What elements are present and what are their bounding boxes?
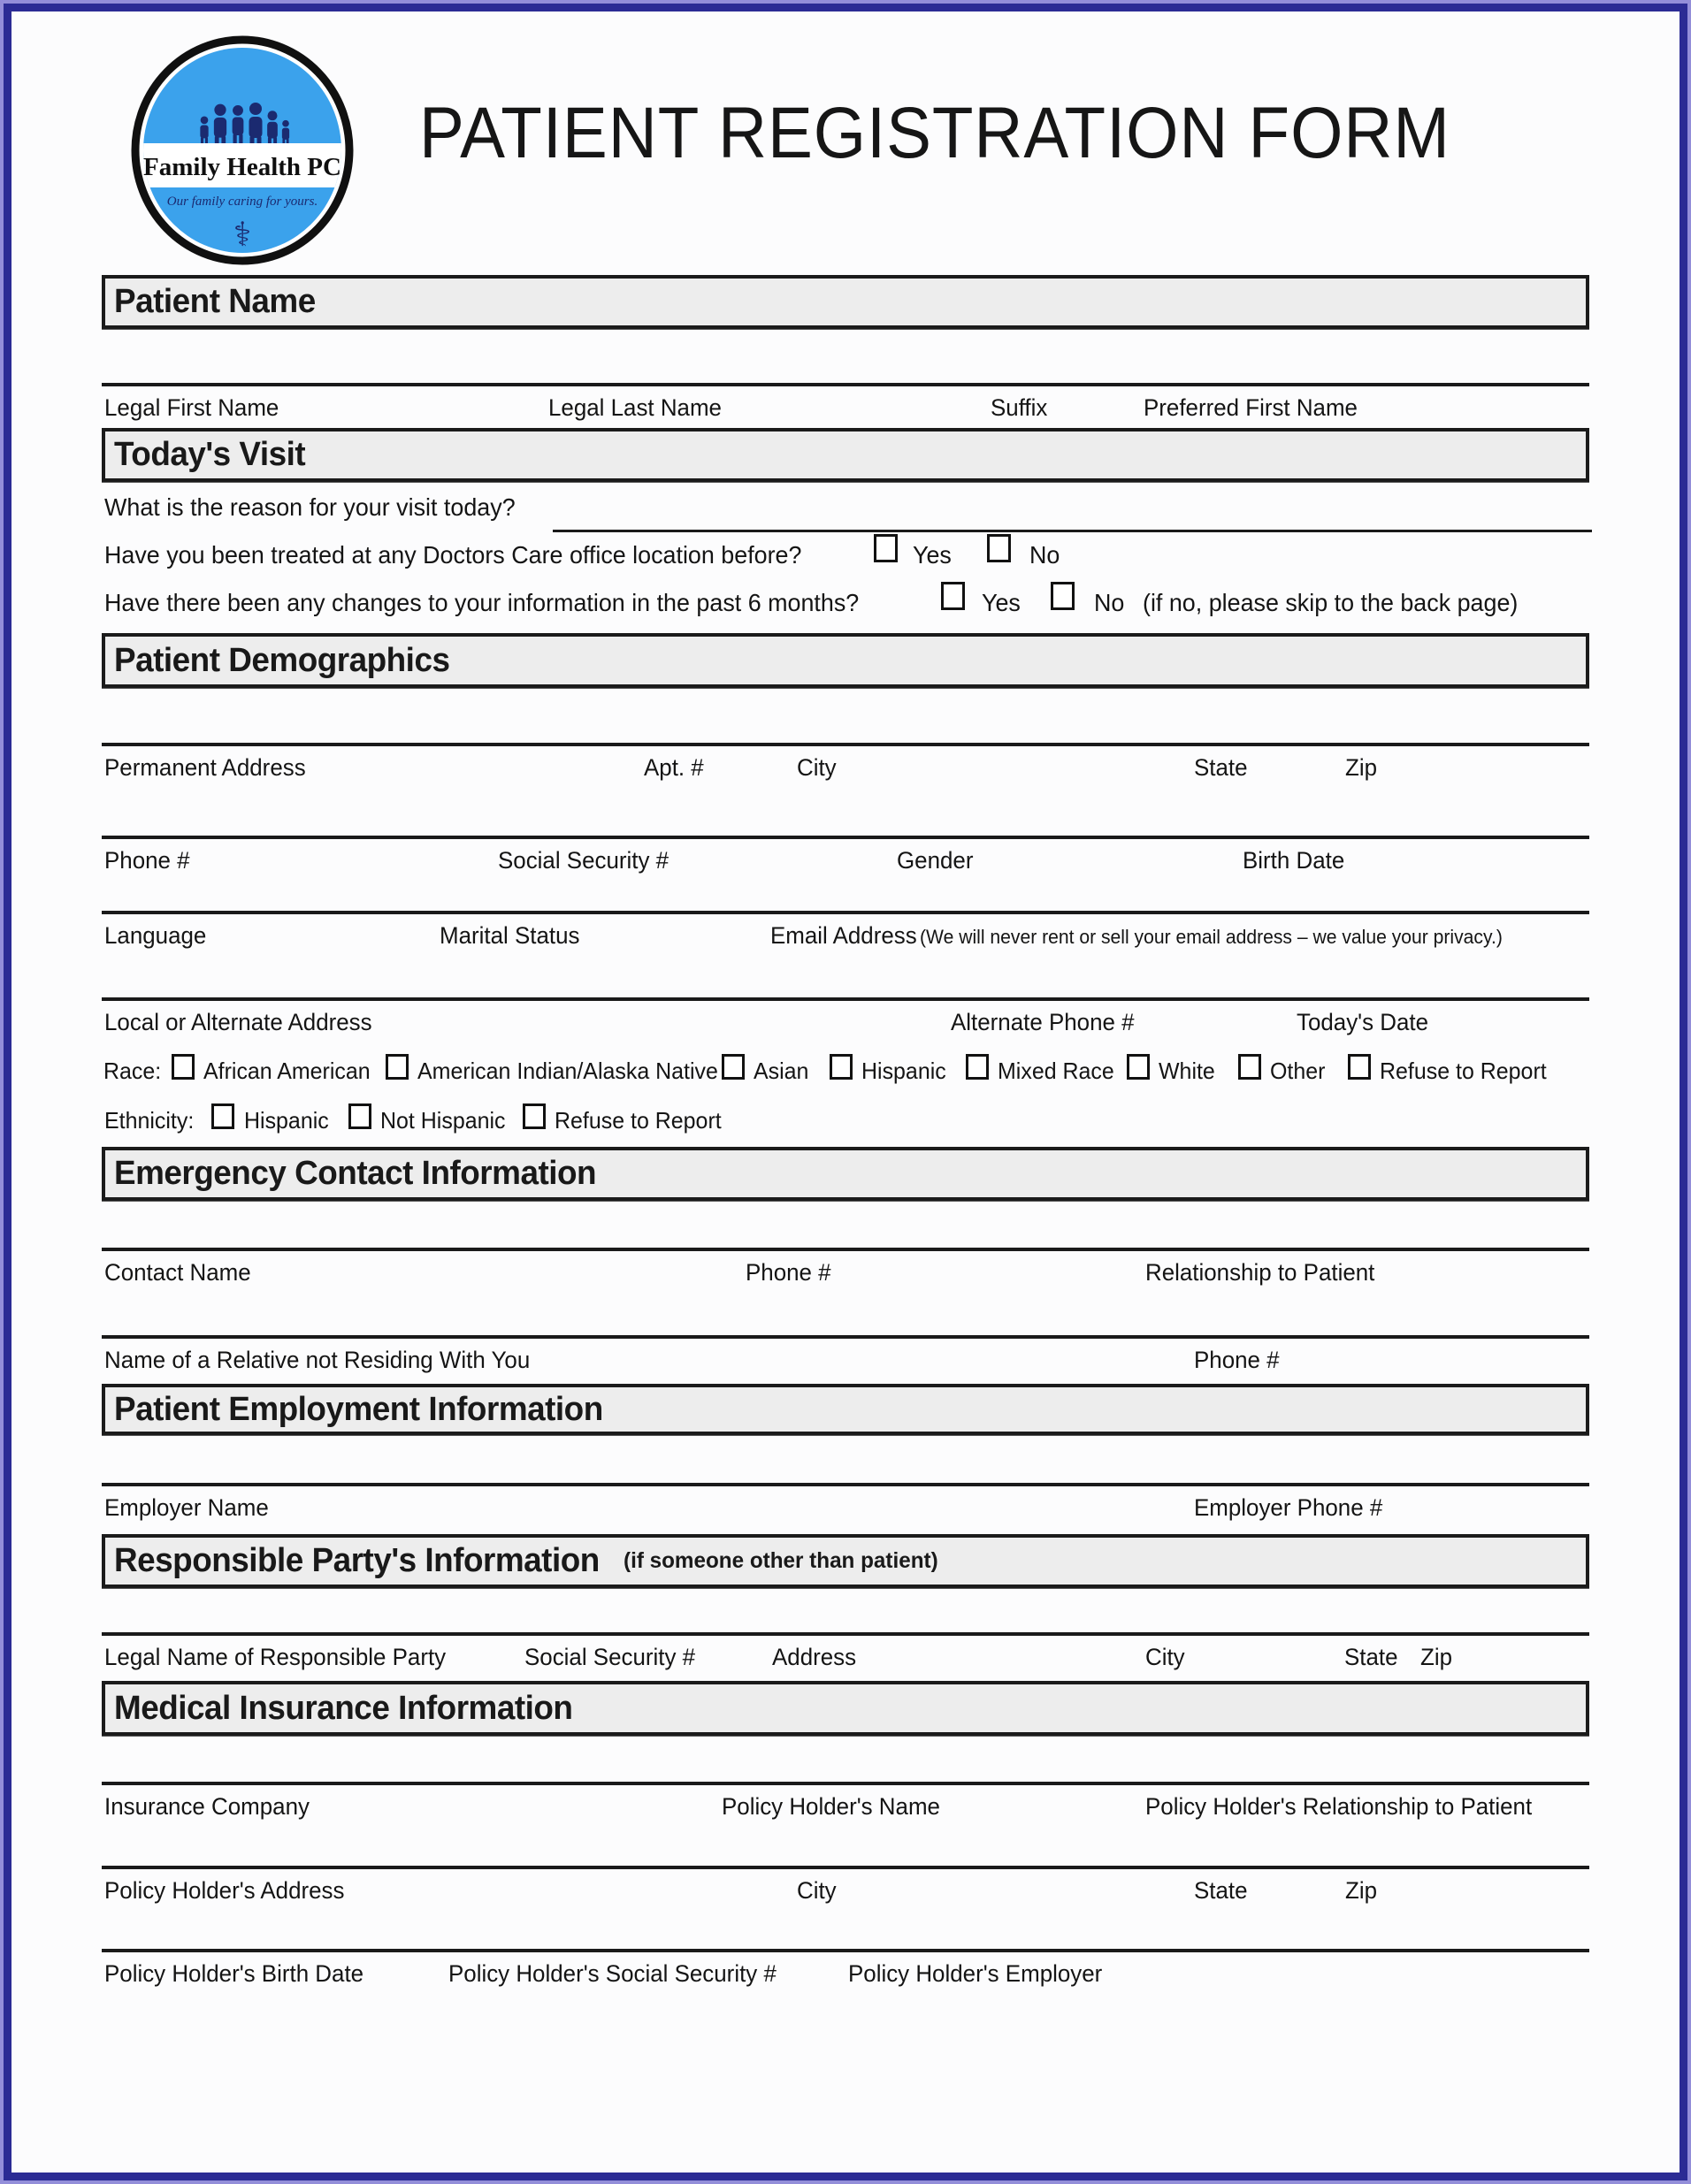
employer-name-label: Employer Name — [104, 1494, 269, 1521]
section-title-note: (if someone other than patient) — [623, 1548, 938, 1573]
race-hispanic-checkbox[interactable] — [830, 1054, 853, 1080]
race-other-label: Other — [1270, 1058, 1326, 1084]
alternate-address-row — [102, 997, 1589, 1045]
relative-name-label: Name of a Relative not Residing With You — [104, 1347, 531, 1373]
zip-label: Zip — [1345, 754, 1378, 781]
policy-holder-address-row — [102, 1866, 1589, 1913]
race-refuse-label: Refuse to Report — [1380, 1058, 1547, 1084]
ethnicity-refuse-label: Refuse to Report — [555, 1107, 722, 1134]
policy-holder-zip-label: Zip — [1345, 1877, 1378, 1904]
permanent-address-row — [102, 743, 1589, 790]
policy-holder-birth-row — [102, 1949, 1589, 1997]
email-privacy-note: (We will never rent or sell your email address – we value your privacy.) — [920, 926, 1503, 948]
race-refuse-checkbox[interactable] — [1348, 1054, 1371, 1080]
race-mixed-race-checkbox[interactable] — [966, 1054, 989, 1080]
race-asian-label: Asian — [754, 1058, 809, 1084]
emergency-contact-row — [102, 1248, 1589, 1295]
employer-phone-label: Employer Phone # — [1194, 1494, 1383, 1521]
legal-last-name-label: Legal Last Name — [548, 394, 722, 421]
treated-before-question: Have you been treated at any Doctors Care office location before? — [104, 541, 802, 569]
race-mixed-race-label: Mixed Race — [998, 1058, 1114, 1084]
treated-yes-checkbox[interactable] — [874, 534, 898, 562]
employer-row — [102, 1483, 1589, 1531]
section-bar-emergency-contact — [102, 1147, 1589, 1201]
responsible-party-row — [102, 1632, 1589, 1680]
section-title: Patient Demographics — [114, 641, 450, 679]
ethnicity-label: Ethnicity: — [104, 1107, 195, 1134]
section-title: Patient Employment Information — [114, 1390, 603, 1428]
state-label: State — [1194, 754, 1248, 781]
visit-reason-question: What is the reason for your visit today? — [104, 493, 516, 521]
policy-holder-address-label: Policy Holder's Address — [104, 1877, 345, 1904]
clinic-logo — [131, 35, 354, 265]
email-address-label: Email Address — [770, 922, 917, 949]
ethnicity-hispanic-checkbox[interactable] — [211, 1103, 234, 1129]
insurance-company-label: Insurance Company — [104, 1793, 310, 1820]
policy-holder-birth-date-label: Policy Holder's Birth Date — [104, 1960, 364, 1987]
race-other-checkbox[interactable] — [1238, 1054, 1261, 1080]
apt-number-label: Apt. # — [644, 754, 704, 781]
relative-row — [102, 1335, 1589, 1383]
section-bar-medical-insurance — [102, 1681, 1589, 1736]
logo-name-text: Family Health PC — [143, 153, 341, 181]
race-asian-checkbox[interactable] — [722, 1054, 745, 1080]
responsible-zip-label: Zip — [1420, 1644, 1453, 1670]
changes-yes-label: Yes — [982, 589, 1021, 616]
policy-holder-ssn-label: Policy Holder's Social Security # — [448, 1960, 777, 1987]
treated-no-checkbox[interactable] — [987, 534, 1011, 562]
race-white-label: White — [1159, 1058, 1215, 1084]
language-label: Language — [104, 922, 207, 949]
section-title: Patient Name — [114, 283, 316, 320]
policy-holder-state-label: State — [1194, 1877, 1248, 1904]
race-american-indian-label: American Indian/Alaska Native — [417, 1058, 718, 1084]
logo-tagline-text: Our family caring for yours. — [166, 195, 318, 209]
responsible-city-label: City — [1145, 1644, 1185, 1670]
marital-status-label: Marital Status — [440, 922, 580, 949]
language-row — [102, 911, 1589, 958]
race-african-american-label: African American — [203, 1058, 371, 1084]
section-bar-todays-visit — [102, 428, 1589, 482]
relative-phone-label: Phone # — [1194, 1347, 1280, 1373]
name-fields-row — [102, 383, 1589, 431]
section-bar-patient-demographics — [102, 633, 1589, 688]
family-health-pc-logo-icon — [131, 35, 354, 265]
caduceus-icon: ⚕ — [233, 215, 252, 254]
local-alternate-address-label: Local or Alternate Address — [104, 1009, 372, 1035]
policy-holder-name-label: Policy Holder's Name — [722, 1793, 940, 1820]
section-bar-patient-employment — [102, 1384, 1589, 1435]
race-white-checkbox[interactable] — [1127, 1054, 1150, 1080]
contact-phone-label: Phone # — [746, 1259, 831, 1286]
responsible-ssn-label: Social Security # — [524, 1644, 696, 1670]
suffix-label: Suffix — [991, 394, 1048, 421]
section-title: Responsible Party's Information — [114, 1542, 600, 1579]
skip-to-back-note: (if no, please skip to the back page) — [1143, 589, 1519, 616]
ethnicity-refuse-checkbox[interactable] — [523, 1103, 546, 1129]
page-title: PATIENT REGISTRATION FORM — [419, 93, 1450, 173]
responsible-legal-name-label: Legal Name of Responsible Party — [104, 1644, 447, 1670]
visit-reason-write-line[interactable] — [553, 530, 1592, 532]
policy-holder-city-label: City — [797, 1877, 837, 1904]
section-title: Today's Visit — [114, 436, 306, 473]
ethnicity-not-hispanic-checkbox[interactable] — [348, 1103, 371, 1129]
city-label: City — [797, 754, 837, 781]
ethnicity-hispanic-label: Hispanic — [244, 1107, 329, 1134]
ethnicity-not-hispanic-label: Not Hispanic — [380, 1107, 506, 1134]
todays-date-label: Today's Date — [1297, 1009, 1429, 1035]
relationship-to-patient-label: Relationship to Patient — [1145, 1259, 1375, 1286]
section-bar-patient-name — [102, 275, 1589, 329]
preferred-first-name-label: Preferred First Name — [1144, 394, 1358, 421]
insurance-company-row — [102, 1782, 1589, 1829]
phone-ssn-row — [102, 836, 1589, 883]
treated-yes-label: Yes — [913, 541, 952, 569]
race-african-american-checkbox[interactable] — [172, 1054, 195, 1080]
policy-holder-relationship-label: Policy Holder's Relationship to Patient — [1145, 1793, 1533, 1820]
treated-no-label: No — [1029, 541, 1060, 569]
changes-yes-checkbox[interactable] — [941, 582, 965, 610]
section-title: Medical Insurance Information — [114, 1689, 573, 1727]
race-american-indian-checkbox[interactable] — [386, 1054, 409, 1080]
race-label: Race: — [103, 1058, 162, 1084]
responsible-address-label: Address — [772, 1644, 857, 1670]
info-changes-question: Have there been any changes to your information in the past 6 months? — [104, 589, 860, 616]
policy-holder-employer-label: Policy Holder's Employer — [848, 1960, 1103, 1987]
birth-date-label: Birth Date — [1243, 847, 1345, 874]
page-inner-border — [4, 4, 1687, 2180]
race-hispanic-label: Hispanic — [861, 1058, 946, 1084]
responsible-state-label: State — [1344, 1644, 1398, 1670]
alternate-phone-label: Alternate Phone # — [951, 1009, 1135, 1035]
section-bar-responsible-party — [102, 1534, 1589, 1588]
contact-name-label: Contact Name — [104, 1259, 251, 1286]
section-title: Emergency Contact Information — [114, 1155, 597, 1192]
changes-no-checkbox[interactable] — [1051, 582, 1075, 610]
phone-label: Phone # — [104, 847, 190, 874]
social-security-label: Social Security # — [498, 847, 670, 874]
permanent-address-label: Permanent Address — [104, 754, 306, 781]
changes-no-label: No — [1094, 589, 1125, 616]
legal-first-name-label: Legal First Name — [104, 394, 279, 421]
gender-label: Gender — [897, 847, 974, 874]
